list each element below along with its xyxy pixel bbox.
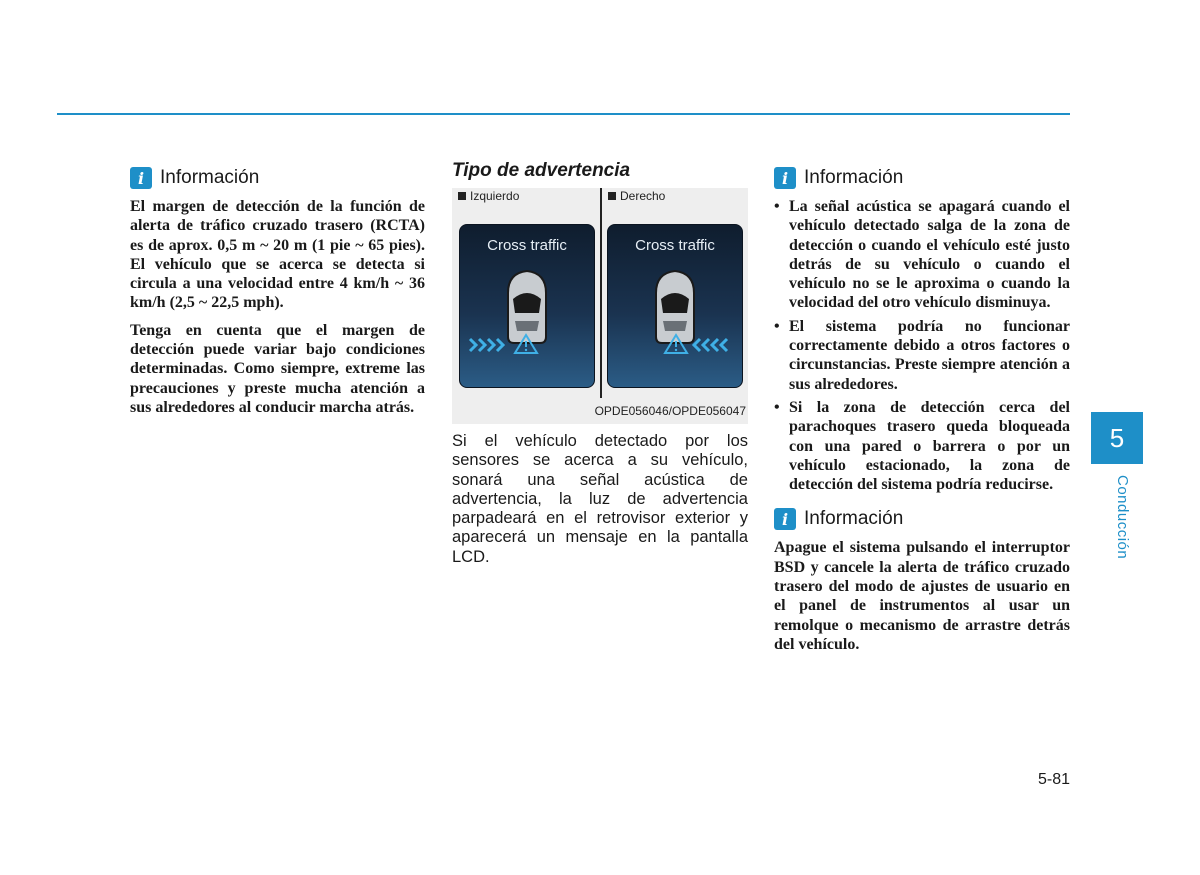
lcd-screen-left <box>459 224 595 388</box>
page-number: 5-81 <box>1037 771 1070 788</box>
info-box-detection-range <box>130 167 425 425</box>
list-item: • El sistema podría no funcionar correctamente debido a otros factores o circunstancias. Preste siempre atención a sus alrededores. <box>774 317 1070 394</box>
screen-message: Cross traffic <box>635 237 715 254</box>
figure-divider <box>600 188 602 398</box>
info-paragraph: Tenga en cuenta que el margen de detección puede variar bajo condiciones determinadas. Como siempre, extreme las precauciones y preste mucha atención a sus alrededores al conducir marcha atrás. <box>130 321 425 416</box>
section-title: Tipo de advertencia <box>452 160 631 181</box>
figure-label-right: Derecho <box>608 189 665 203</box>
figure-caption: OPDE056046/OPDE056047 <box>594 404 746 418</box>
chapter-name: Conducción <box>1114 475 1131 560</box>
list-item: • Si la zona de detección cerca del parachoques trasero queda bloqueada con una pared o barrera o por un vehículo estacionado, la zona de detección del sistema podría reducirse. <box>774 398 1070 494</box>
car-top-view-icon <box>508 271 546 343</box>
info-box-notes <box>774 167 1070 662</box>
cluster-illustration <box>452 188 748 424</box>
info-icon: i <box>130 167 152 189</box>
chevrons-right-icon <box>470 339 503 351</box>
screen-message: Cross traffic <box>487 237 567 254</box>
info-header <box>774 167 1070 189</box>
info-paragraph: El margen de detección de la función de alerta de tráfico cruzado trasero (RCTA) es de aprox. 0,5 m ~ 20 m (1 pie ~ 65 pies). El vehículo que se acerca se detecta si circula a una velocidad entre 4 km/h ~ 36 km/h (2,5 ~ 22,5 mph). <box>130 198 425 312</box>
chevrons-left-icon <box>694 339 727 351</box>
info-title: Información <box>804 167 904 188</box>
info-header <box>130 167 425 189</box>
header-rule <box>57 113 1070 115</box>
car-top-view-icon <box>656 271 694 343</box>
warning-type-section <box>452 160 748 567</box>
info-icon: i <box>774 508 796 530</box>
info-bullet-list <box>774 197 1070 494</box>
square-bullet-icon <box>608 192 616 200</box>
info-title: Información <box>804 508 904 530</box>
figure-label-left: Izquierdo <box>458 189 519 203</box>
info-paragraph: Apague el sistema pulsando el interruptor BSD y cancele la alerta de tráfico cruzado trasero del modo de ajustes de usuario en el panel de instrumentos al usar un remolque o mecanismo de arrastre detrás del vehículo. <box>774 539 1070 653</box>
list-item: • La señal acústica se apagará cuando el vehículo detectado salga de la zona de detección o cuando el vehículo esté justo detrás de su vehículo o cuando el vehículo no se le aproxima o cuando la velocidad del otro vehículo disminuya. <box>774 197 1070 313</box>
chapter-number-tab: 5 <box>1091 412 1143 464</box>
lcd-screen-right <box>607 224 743 388</box>
body-paragraph: Si el vehículo detectado por los sensores se acerca a su vehículo, sonará una señal acústica de advertencia, la luz de advertencia parpadeará en el retrovisor exterior y aparecerá un mensaje en la pantalla LCD. <box>452 432 748 566</box>
info-title: Información <box>160 167 260 188</box>
info-icon: i <box>774 167 796 189</box>
square-bullet-icon <box>458 192 466 200</box>
info-header <box>774 508 1070 530</box>
